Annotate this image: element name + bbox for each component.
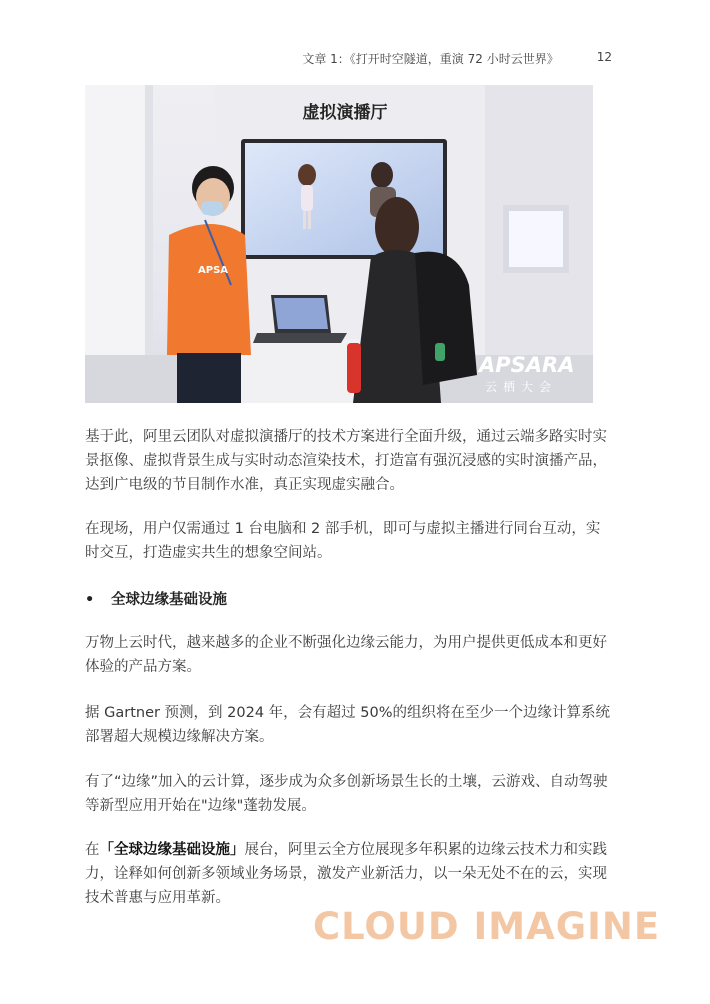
- bullet-heading-text: 全球边缘基础设施: [111, 592, 227, 608]
- bullet-marker: •: [85, 592, 95, 608]
- page-number: 12: [596, 50, 612, 64]
- cloud-imagine-watermark: CLOUD IMAGINE: [313, 905, 661, 948]
- paragraph-6-prefix: 在: [85, 842, 100, 858]
- shirt-badge: APSA: [198, 265, 229, 276]
- apsara-logo: APSARA: [479, 353, 575, 377]
- paragraph-6-rest: 展台，阿里云全方位展现多年积累的边缘云技术力和实践力，诠释如何创新多领域业务场景，激发产业新活力，以一朵无处不在的云，实现技术普惠与应用革新。: [85, 842, 607, 906]
- paragraph-5: 有了“边缘”加入的云计算，逐步成为众多创新场景生长的土壤，云游戏、自动驾驶等新型应用开始在"边缘"蓬勃发展。: [85, 774, 608, 814]
- paragraph-3: 万物上云时代，越来越多的企业不断强化边缘云能力，为用户提供更低成本和更好体验的产品方案。: [85, 635, 607, 675]
- paragraph-4: 据 Gartner 预测，到 2024 年，会有超过 50%的组织将在至少一个边缘计算系统部署超大规模边缘解决方案。: [85, 705, 611, 745]
- paragraph-2: 在现场，用户仅需通过 1 台电脑和 2 部手机，即可与虚拟主播进行同台互动，实时交互，打造虚实共生的想象空间站。: [85, 521, 601, 561]
- paragraph-6: [85, 838, 613, 910]
- header-title: 文章 1：《打开时空隧道，重演 72 小时云世界》: [302, 52, 559, 66]
- paragraph-1: 基于此，阿里云团队对虚拟演播厅的技术方案进行全面升级，通过云端多路实时实景抠像、虚拟背景生成与实时动态渲染技术，打造富有强沉浸感的实时演播产品，达到广电级的节目制作水准，真正实现虚实融合。: [85, 429, 607, 493]
- bullet-heading: [85, 588, 227, 609]
- apsara-logo-sub: 云栖大会: [485, 380, 558, 394]
- photo-illustration: [85, 85, 593, 403]
- studio-sign: 虚拟演播厅: [302, 103, 388, 123]
- paragraph-6-bold: 「全球边缘基础设施」: [99, 842, 245, 858]
- page-header: [302, 50, 612, 67]
- event-photo: [85, 85, 593, 403]
